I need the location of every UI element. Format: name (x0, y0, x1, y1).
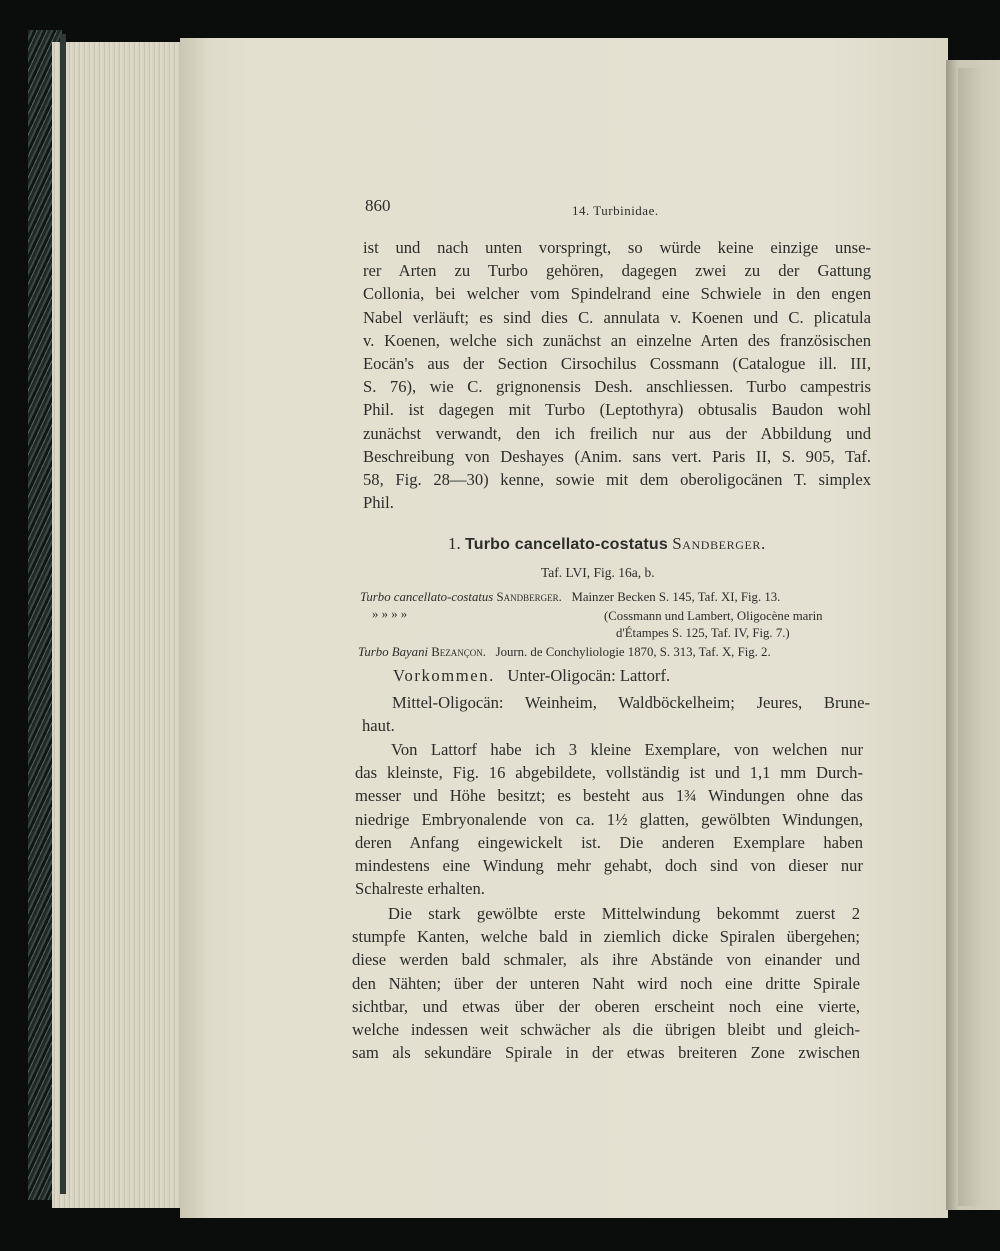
text-line: haut. (362, 716, 395, 735)
synonym-author: Bezançon. (431, 645, 486, 659)
text-line: Nabel verläuft; es sind dies C. annulata v. Koenen und C. plicatula (363, 307, 871, 327)
paragraph-2 (355, 738, 863, 900)
synonym-name: Turbo cancellato-costatus (360, 590, 494, 604)
synonymy-ditto: » » » » (372, 607, 408, 621)
species-heading (448, 534, 766, 554)
text-line: das kleinste, Fig. 16 abgebildete, vollständig ist und 1,1 mm Durch- (355, 763, 863, 783)
text-line: Schalreste erhalten. (355, 879, 485, 899)
text-line: messer und Höhe besitzt; es besteht aus 1¾ Windungen ohne das (355, 786, 863, 806)
text-line: 58, Fig. 28—30) kenne, sowie mit dem oberoligocänen T. simplex (363, 470, 871, 490)
text-line: Collonia, bei welcher vom Spindelrand eine Schwiele in den engen (363, 284, 871, 304)
text-line: sam als sekundäre Spirale in der etwas breiteren Zone zwischen (352, 1043, 860, 1063)
occurrence-middle (362, 691, 870, 737)
plate-reference: Taf. LVI, Fig. 16a, b. (541, 565, 655, 580)
species-author: Sandberger. (672, 534, 766, 553)
text-line: niedrige Embryonalende von ca. 1½ glatten, gewölbten Windungen, (355, 809, 863, 829)
synonymy-line-3 (358, 645, 771, 660)
page-edges (52, 42, 192, 1208)
text-line: v. Koenen, welche sich zunächst an einzelne Arten des französischen (363, 330, 871, 350)
species-number: 1. (448, 534, 461, 553)
page-number: 860 (365, 196, 391, 215)
text-line: welche indessen weit schwächer als die übrigen bleibt und gleich- (352, 1020, 860, 1040)
text-line: deren Anfang eingewickelt ist. Die anderen Exemplare haben (355, 832, 863, 852)
synonym-reference: Journ. de Conchyliologie 1870, S. 313, Taf. X, Fig. 2. (495, 645, 771, 659)
synonym-name: Turbo Bayani (358, 645, 429, 659)
text-line: Beschreibung von Deshayes (Anim. sans vert. Paris II, S. 905, Taf. (363, 446, 871, 466)
facing-page-strip (958, 68, 982, 1206)
species-name: Turbo cancellato-costatus (465, 536, 668, 553)
text-line: S. 76), wie C. grignonensis Desh. anschliessen. Turbo campestris (363, 377, 871, 397)
binding-edge (60, 34, 66, 1194)
synonym-reference: Mainzer Becken S. 145, Taf. XI, Fig. 13. (571, 590, 781, 604)
text-line: Phil. ist dagegen mit Turbo (Leptothyra) obtusalis Baudon wohl (363, 400, 871, 420)
occurrence-label: Vorkommen. (393, 666, 495, 685)
synonym-author: Sandberger. (496, 590, 562, 604)
text-line: Phil. (363, 493, 394, 513)
occurrence-lower-text: Unter-Oligocän: Lattorf. (507, 666, 671, 685)
text-line: mindestens eine Windung mehr gehabt, doch sind von dieser nur (355, 856, 863, 876)
synonymy-line-1 (360, 590, 780, 605)
running-title: 14. Turbinidae. (572, 203, 659, 218)
text-line: Mittel-Oligocän: Weinheim, Waldböckelheim; Jeures, Brune- (392, 693, 870, 712)
occurrence-lower (393, 666, 670, 686)
text-line: zunächst verwandt, den ich freilich nur aus der Abbildung und (363, 423, 871, 443)
synonymy-reference-2b: d'Étampes S. 125, Taf. IV, Fig. 7.) (616, 626, 790, 640)
text-line: rer Arten zu Turbo gehören, dagegen zwei zu der Gattung (363, 261, 871, 281)
text-line: ist und nach unten vorspringt, so würde keine einzige unse- (363, 238, 871, 257)
text-line: Die stark gewölbte erste Mittelwindung bekommt zuerst 2 (388, 904, 860, 923)
text-line: stumpfe Kanten, welche bald in ziemlich dicke Spiralen übergehen; (352, 927, 860, 947)
synonymy-reference-2a: (Cossmann und Lambert, Oligocène marin (604, 609, 823, 623)
text-line: diese werden bald schmaler, als ihre Abstände von einander und (352, 950, 860, 970)
text-line: sichtbar, und etwas über der oberen erscheint noch eine vierte, (352, 996, 860, 1016)
paragraph-1 (363, 236, 871, 514)
text-line: Von Lattorf habe ich 3 kleine Exemplare, von welchen nur (391, 740, 863, 759)
text-line: Eocän's aus der Section Cirsochilus Cossmann (Catalogue ill. III, (363, 354, 871, 374)
text-line: den Nähten; über der unteren Naht wird noch eine dritte Spirale (352, 973, 860, 993)
paragraph-3 (352, 902, 860, 1064)
